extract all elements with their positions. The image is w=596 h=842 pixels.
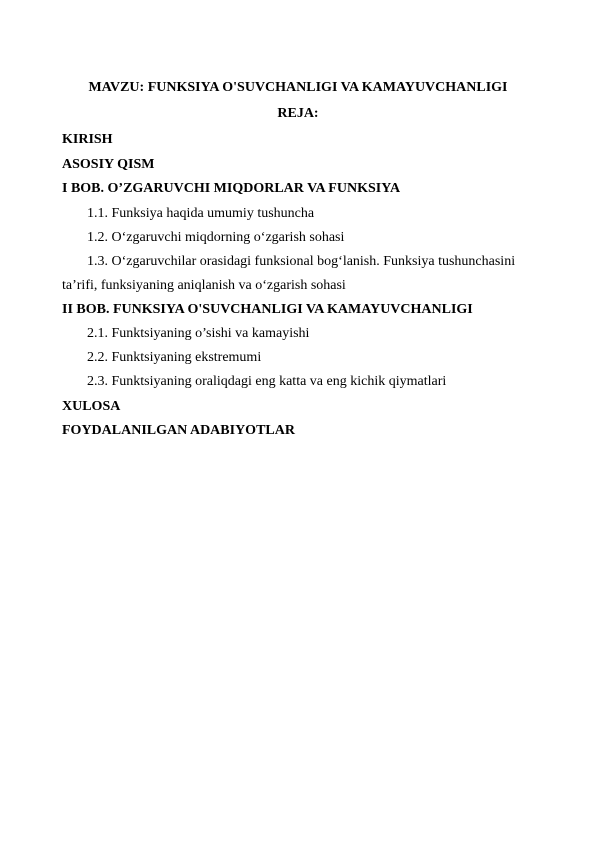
section-conclusion: XULOSA — [62, 399, 121, 414]
chapter-1-item-2: 1.2. O‘zgaruvchi miqdorning o‘zgarish sohasi — [87, 230, 345, 245]
chapter-1-item-1: 1.1. Funksiya haqida umumiy tushuncha — [87, 206, 315, 221]
chapter-2-item-3: 2.3. Funktsiyaning oraliqdagi eng katta va eng kichik qiymatlari — [87, 374, 447, 389]
chapter-2-item-2: 2.2. Funktsiyaning ekstremumi — [87, 350, 262, 365]
section-references: FOYDALANILGAN ADABIYOTLAR — [62, 423, 295, 438]
chapter-1-heading: I BOB. O’ZGARUVCHI MIQDORLAR VA FUNKSIYA — [62, 181, 401, 196]
section-intro: KIRISH — [62, 132, 113, 147]
section-main-part: ASOSIY QISM — [62, 157, 155, 172]
document-title: MAVZU: FUNKSIYA O'SUVCHANLIGI VA KAMAYUVCHANLIGI — [88, 80, 508, 95]
chapter-2-heading: II BOB. FUNKSIYA O'SUVCHANLIGI VA KAMAYUVCHANLIGI — [62, 302, 473, 317]
plan-heading: REJA: — [277, 106, 319, 121]
chapter-1-item-3-continuation: ta’rifi, funksiyaning aniqlanish va o‘zgarish sohasi — [62, 278, 346, 293]
chapter-1-item-3: 1.3. O‘zgaruvchilar orasidagi funksional bog‘lanish. Funksiya tushunchasini — [87, 254, 516, 269]
chapter-2-item-1: 2.1. Funktsiyaning o’sishi va kamayishi — [87, 326, 310, 341]
